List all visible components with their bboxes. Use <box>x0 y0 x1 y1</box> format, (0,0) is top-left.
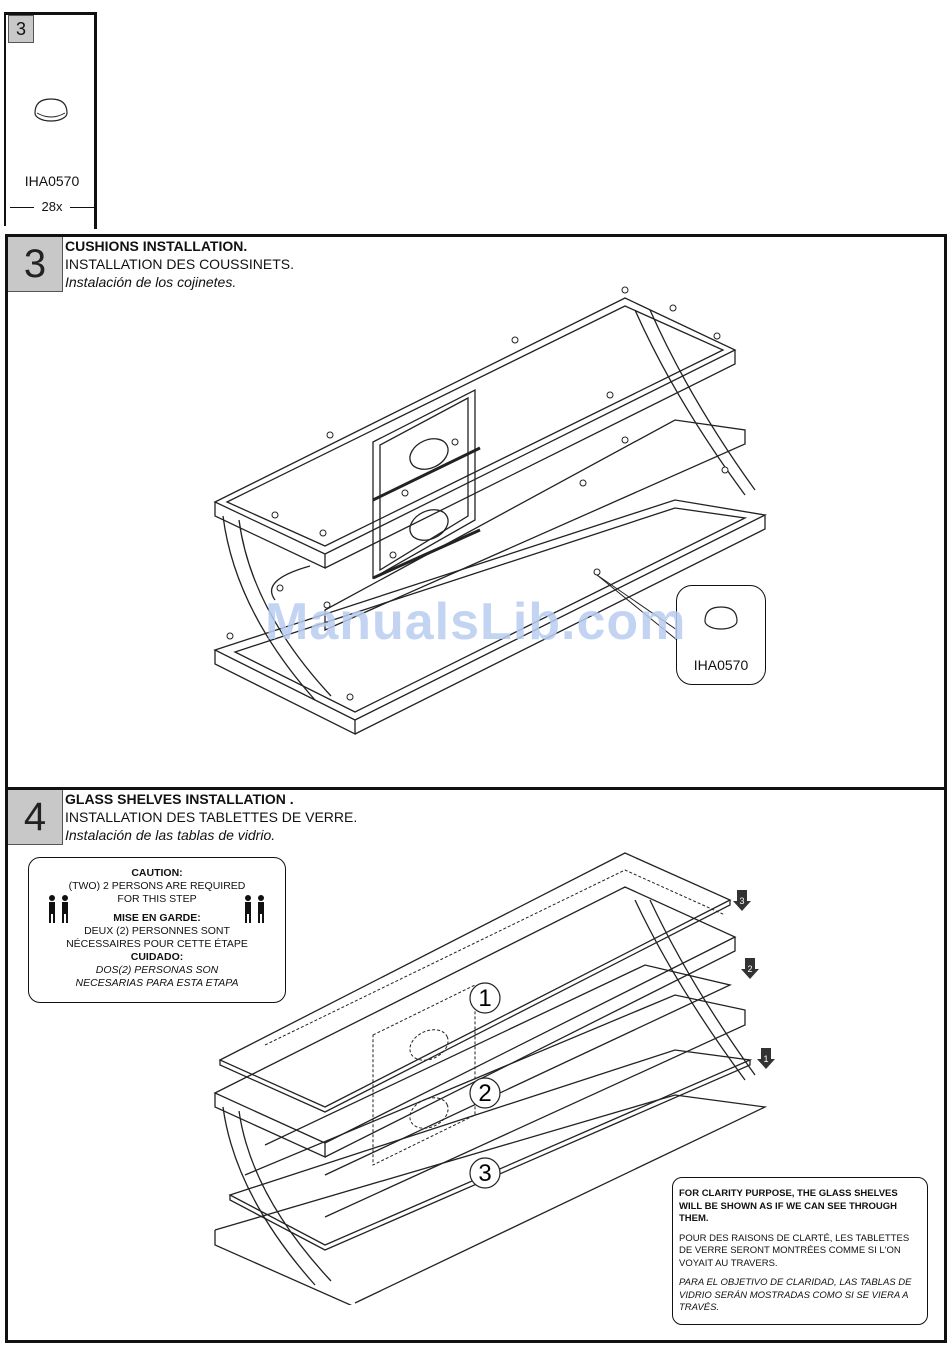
caution-text-en-2: FOR THIS STEP <box>117 893 197 905</box>
clarity-note-es: PARA EL OBJETIVO DE CLARIDAD, LAS TABLAS DE VIDRIO SERÁN MOSTRADAS COMO SI SE VIERA A TRAVÉS. <box>679 1277 912 1313</box>
step4-title <box>65 790 357 844</box>
step3-title-fr: INSTALLATION DES COUSSINETS. <box>65 256 294 272</box>
callout-cushion-icon <box>700 603 742 633</box>
step3-number: 3 <box>8 237 63 292</box>
step4-number: 4 <box>8 790 63 845</box>
clarity-note-en: FOR CLARITY PURPOSE, THE GLASS SHELVES WILL BE SHOWN AS IF WE CAN SEE THROUGH THEM. <box>679 1188 898 1224</box>
step4-title-es: Instalación de las tablas de vidrio. <box>65 827 276 843</box>
shelf-label-3: 3 <box>478 1160 492 1187</box>
part-code-label: IHA0570 <box>24 173 80 189</box>
caution-heading-es: CUIDADO: <box>130 951 184 963</box>
caution-text-fr-1: DEUX (2) PERSONNES SONT <box>84 925 230 937</box>
step3-title-en: CUSHIONS INSTALLATION. <box>65 238 248 254</box>
watermark: ManualsLib.com <box>265 593 687 651</box>
clarity-note-fr: POUR DES RAISONS DE CLARTÉ, LES TABLETTES DE VERRE SERONT MONTRÉES COMME SI L'ON VOYAIT AU TRAVERS. <box>679 1232 910 1269</box>
shelf-label-2: 2 <box>478 1080 492 1107</box>
arrow-label-2: 2 <box>747 964 753 974</box>
step4-title-en: GLASS SHELVES INSTALLATION . <box>65 791 294 807</box>
callout-part-code: IHA0570 <box>693 657 749 673</box>
part-quantity: 28x <box>10 199 94 215</box>
two-persons-icon-left <box>44 894 74 924</box>
caution-text-fr-2: NÉCESSAIRES POUR CETTE ÉTAPE <box>66 938 248 950</box>
shelf-label-1: 1 <box>478 985 492 1012</box>
cushion-part-icon <box>30 95 72 125</box>
caution-heading-fr: MISE EN GARDE: <box>113 912 201 924</box>
arrow-label-1: 1 <box>763 1054 769 1064</box>
caution-heading-en: CAUTION: <box>131 867 183 879</box>
caution-text-es-1: DOS(2) PERSONAS SON <box>95 964 219 976</box>
step3-title-es: Instalación de los cojinetes. <box>65 274 237 290</box>
parts-step-number: 3 <box>8 15 34 43</box>
clarity-note-box <box>672 1177 928 1325</box>
caution-text-es-2: NECESARIAS PARA ESTA ETAPA <box>75 977 239 989</box>
caution-text-en-1: (TWO) 2 PERSONS ARE REQUIRED <box>68 880 246 892</box>
step4-title-fr: INSTALLATION DES TABLETTES DE VERRE. <box>65 809 358 825</box>
arrow-label-3: 3 <box>739 896 745 906</box>
